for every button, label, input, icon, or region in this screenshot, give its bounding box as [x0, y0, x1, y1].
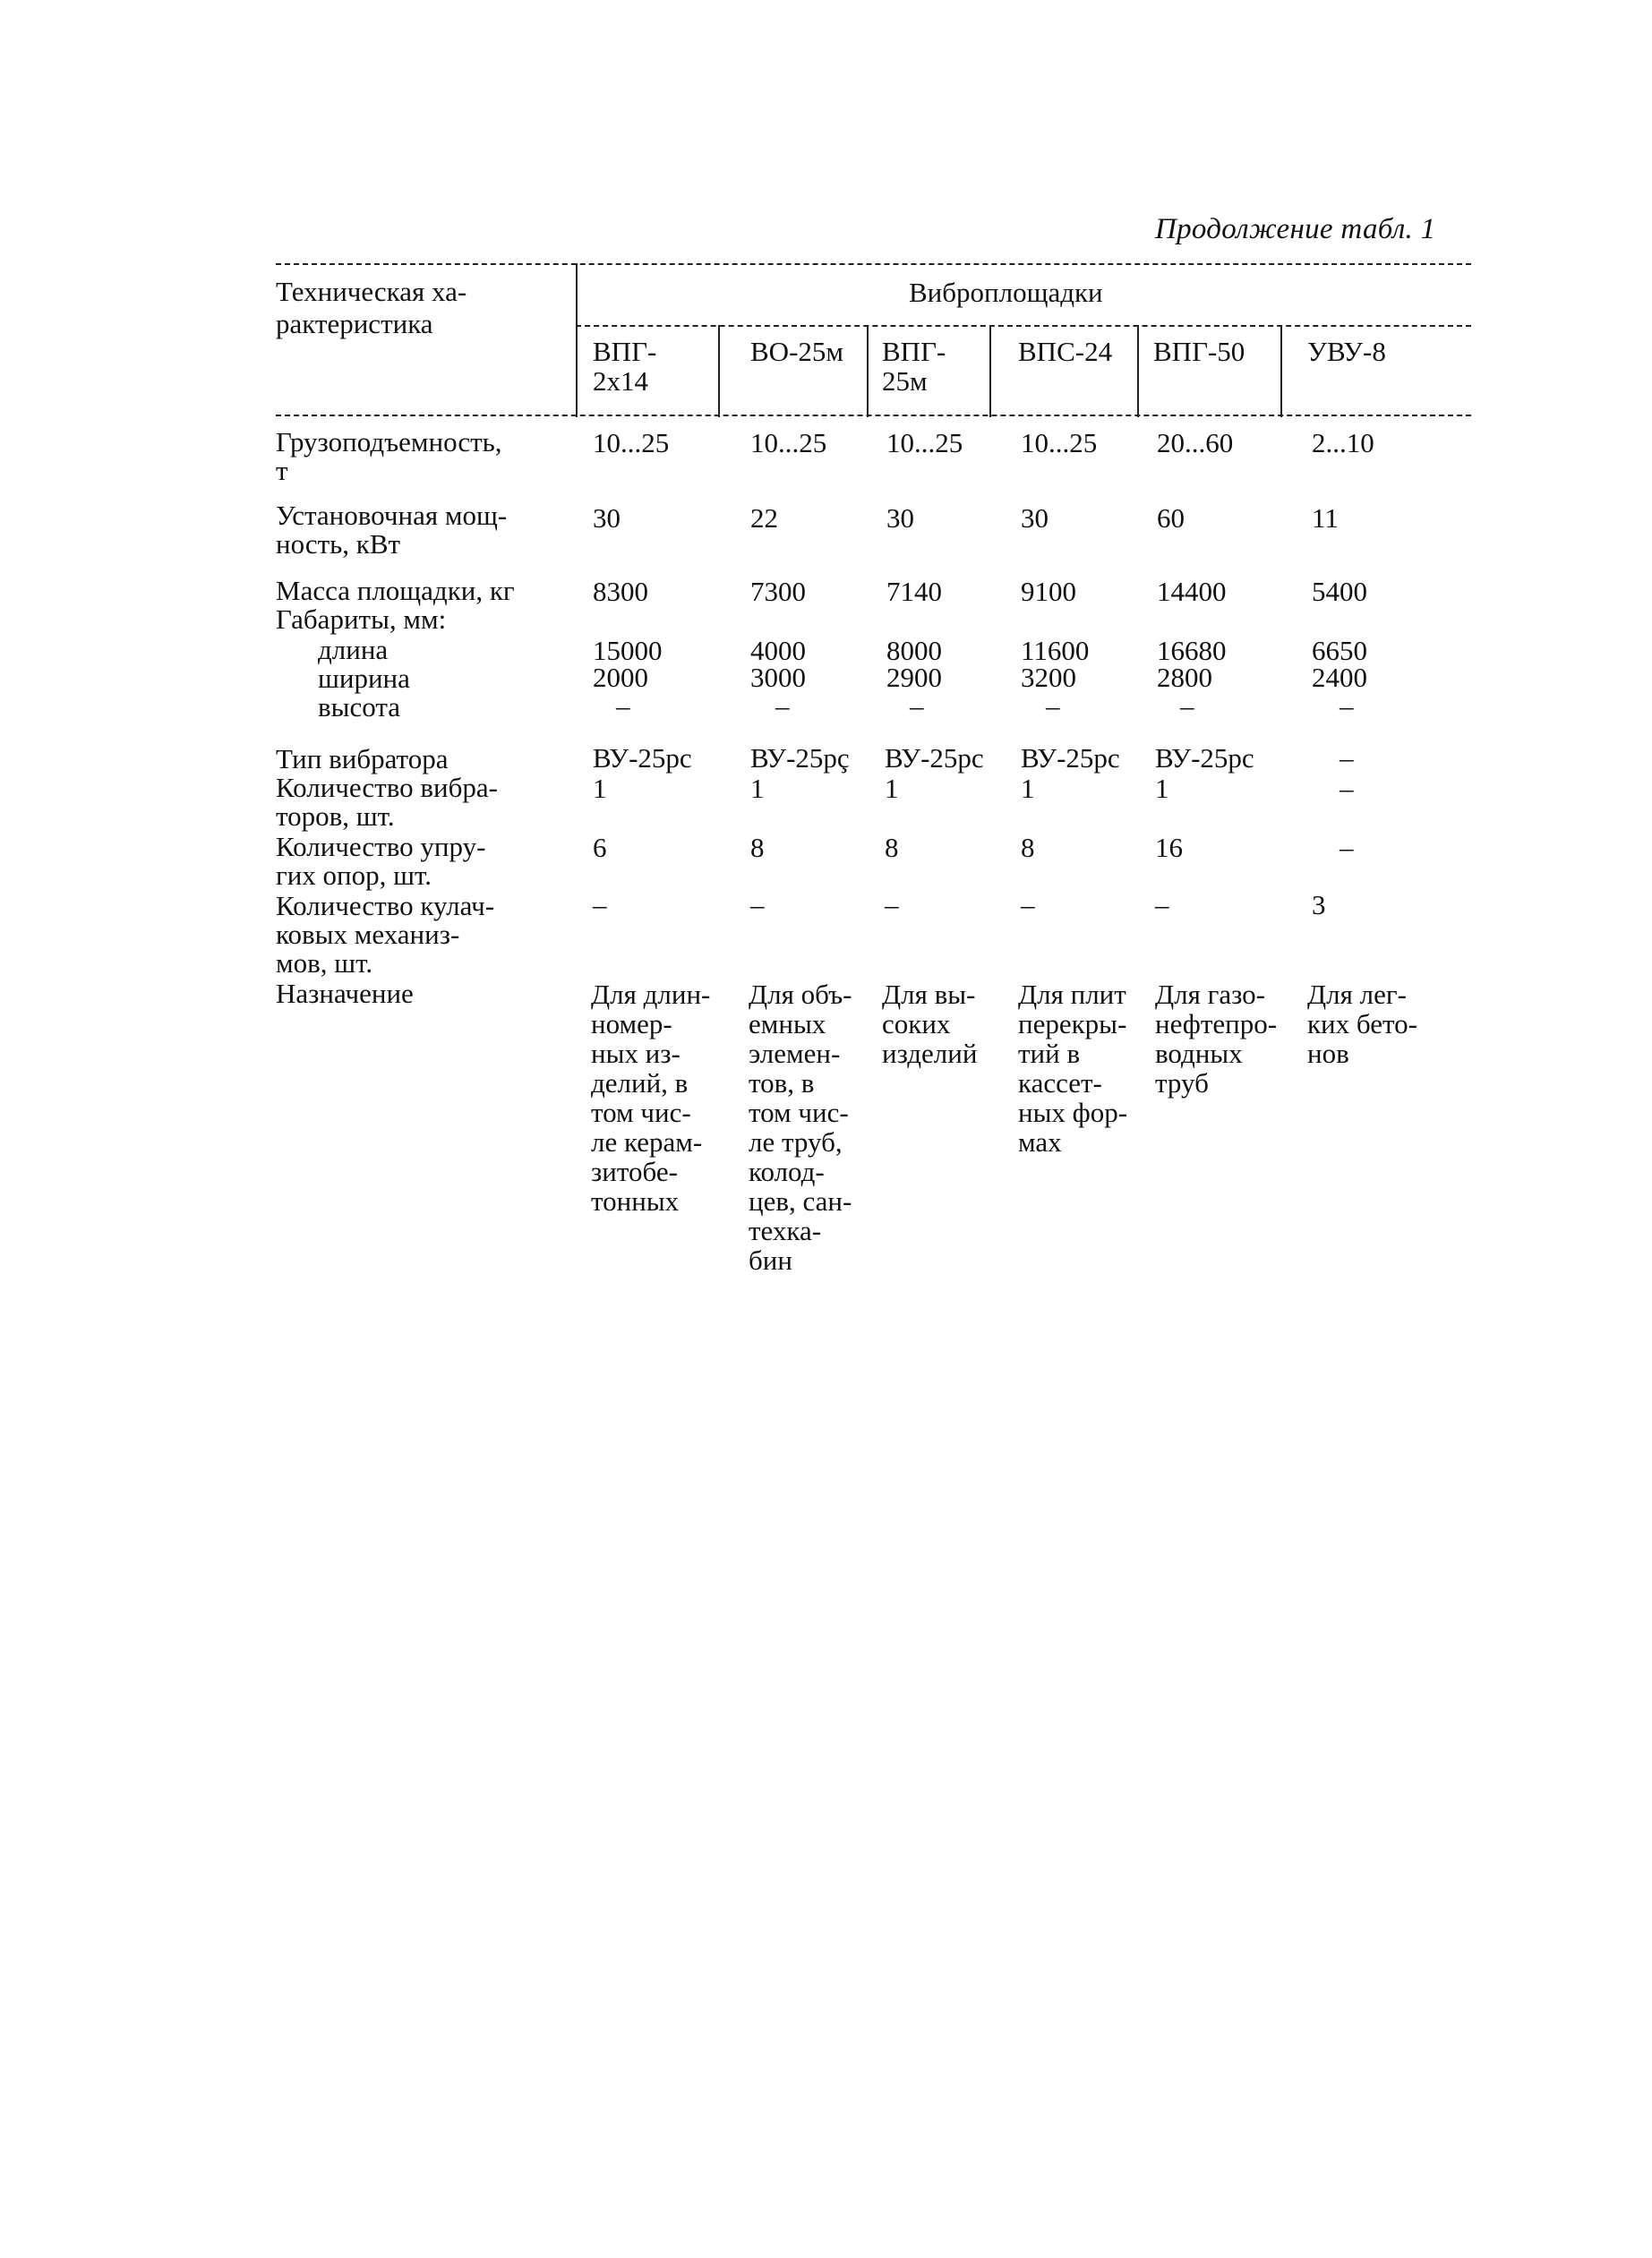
row-label: Масса площадки, кг — [276, 575, 515, 606]
table-cell: – — [775, 690, 790, 722]
table-cell: Для плит перекры- тий в кассет- ных фор- мах — [1018, 979, 1128, 1158]
table-cell: 2900 — [886, 662, 942, 693]
table-cell: – — [1046, 690, 1060, 722]
row-label: Количество упру- гих опор, шт. — [276, 831, 486, 891]
table-cell: – — [1340, 832, 1354, 863]
table-cell: – — [1021, 889, 1035, 920]
table-cell: 16680 — [1157, 635, 1227, 666]
table-cell: 1 — [885, 773, 899, 804]
row-label: ширина — [318, 663, 410, 694]
header-divider-main — [576, 263, 578, 417]
table-cell: 1 — [593, 773, 607, 804]
table-cell: 60 — [1157, 502, 1185, 534]
table-cell: 8000 — [886, 635, 942, 666]
table-cell: 10...25 — [886, 427, 963, 458]
row-label: Тип вибратора — [276, 743, 449, 774]
table-cell: – — [1340, 773, 1354, 804]
table-cell: – — [910, 690, 924, 722]
column-header: ВО-25м — [750, 336, 844, 367]
column-divider — [989, 325, 991, 417]
column-divider — [1280, 325, 1282, 417]
table-cell: 11600 — [1021, 635, 1090, 666]
table-cell: ВУ-25рс — [1021, 742, 1120, 774]
table-cell: 3 — [1312, 889, 1326, 920]
table-cell: – — [885, 889, 899, 920]
table-cell: 3000 — [750, 662, 806, 693]
column-divider — [718, 325, 720, 417]
table-cell: 11 — [1312, 502, 1339, 534]
column-header: УВУ-8 — [1307, 336, 1386, 367]
table-cell: 8 — [885, 832, 899, 863]
table-cell: 30 — [1021, 502, 1049, 534]
table-cell: 30 — [593, 502, 621, 534]
table-top-rule — [276, 263, 1471, 265]
table-cell: – — [593, 889, 607, 920]
table-cell: ВУ-25рç — [750, 742, 850, 774]
table-cell: – — [1340, 690, 1354, 722]
table-cell: 30 — [886, 502, 914, 534]
table-cell: – — [750, 889, 765, 920]
row-label: Количество вибра- торов, шт. — [276, 772, 498, 832]
table-cell: – — [1155, 889, 1169, 920]
table-cell: 1 — [1021, 773, 1035, 804]
table-cell: 15000 — [593, 635, 663, 666]
table-cell: 1 — [750, 773, 765, 804]
table-cell: 8 — [750, 832, 765, 863]
table-cell: 10...25 — [750, 427, 827, 458]
table-cell: Для объ- емных элемен- тов, в том чис- ле труб, колод- цев, сан- техка- бин — [749, 979, 852, 1276]
table-cell: 6 — [593, 832, 607, 863]
table-cell: 1 — [1155, 773, 1169, 804]
table-cell: 20...60 — [1157, 427, 1234, 458]
table-cell: 9100 — [1021, 576, 1076, 607]
column-header: ВПГ- 25м — [882, 336, 946, 397]
row-label: длина — [318, 634, 389, 665]
column-divider — [867, 325, 869, 417]
feature-column-header: Техническая ха- рактеристика — [276, 276, 467, 339]
table-cell: Для вы- соких изделий — [882, 979, 978, 1069]
table-cell: 16 — [1155, 832, 1183, 863]
row-label: Установочная мощ- ность, кВт — [276, 500, 508, 560]
row-label: высота — [318, 691, 401, 723]
table-cell: 14400 — [1157, 576, 1227, 607]
table-cell: – — [616, 690, 630, 722]
column-header: ВПС-24 — [1018, 336, 1113, 367]
table-cell: 6650 — [1312, 635, 1367, 666]
table-cell: 2800 — [1157, 662, 1212, 693]
row-label: Назначение — [276, 978, 414, 1009]
table-cell: Для газо- нефтепро- водных труб — [1155, 979, 1278, 1099]
table-cell: Для длин- номер- ных из- делий, в том чис- ле керам- зитобе- тонных — [591, 979, 711, 1217]
table-cell: 10...25 — [593, 427, 670, 458]
table-cell: 8 — [1021, 832, 1035, 863]
table-cell: 2000 — [593, 662, 648, 693]
table-cell: 8300 — [593, 576, 648, 607]
table-cell: 4000 — [750, 635, 806, 666]
table-cell: 7300 — [750, 576, 806, 607]
group-header: Виброплощадки — [909, 277, 1103, 308]
row-label: Количество кулач- ковых механиз- мов, шт. — [276, 890, 495, 979]
table-cell: 5400 — [1312, 576, 1367, 607]
column-divider — [1137, 325, 1139, 417]
table-cell: 2...10 — [1312, 427, 1374, 458]
row-label: Грузоподъемность, т — [276, 426, 502, 486]
table-cell: Для лег- ких бето- нов — [1307, 979, 1417, 1069]
table-cell: ВУ-25рс — [885, 742, 984, 774]
table-cell: 3200 — [1021, 662, 1076, 693]
table-cell: ВУ-25рс — [593, 742, 692, 774]
caption: Продолжение табл. 1 — [1155, 213, 1436, 245]
column-header: ВПГ-50 — [1153, 336, 1245, 367]
table-cell: – — [1180, 690, 1194, 722]
table-cell: 7140 — [886, 576, 942, 607]
table-cell: 10...25 — [1021, 427, 1098, 458]
table-cell: – — [1340, 742, 1354, 774]
row-label: Габариты, мм: — [276, 603, 447, 635]
header-bottom-rule — [276, 415, 1471, 416]
subheader-rule — [576, 325, 1471, 327]
table-cell: 2400 — [1312, 662, 1367, 693]
column-header: ВПГ- 2х14 — [593, 336, 657, 397]
table-cell: 22 — [750, 502, 778, 534]
table-cell: ВУ-25рс — [1155, 742, 1254, 774]
